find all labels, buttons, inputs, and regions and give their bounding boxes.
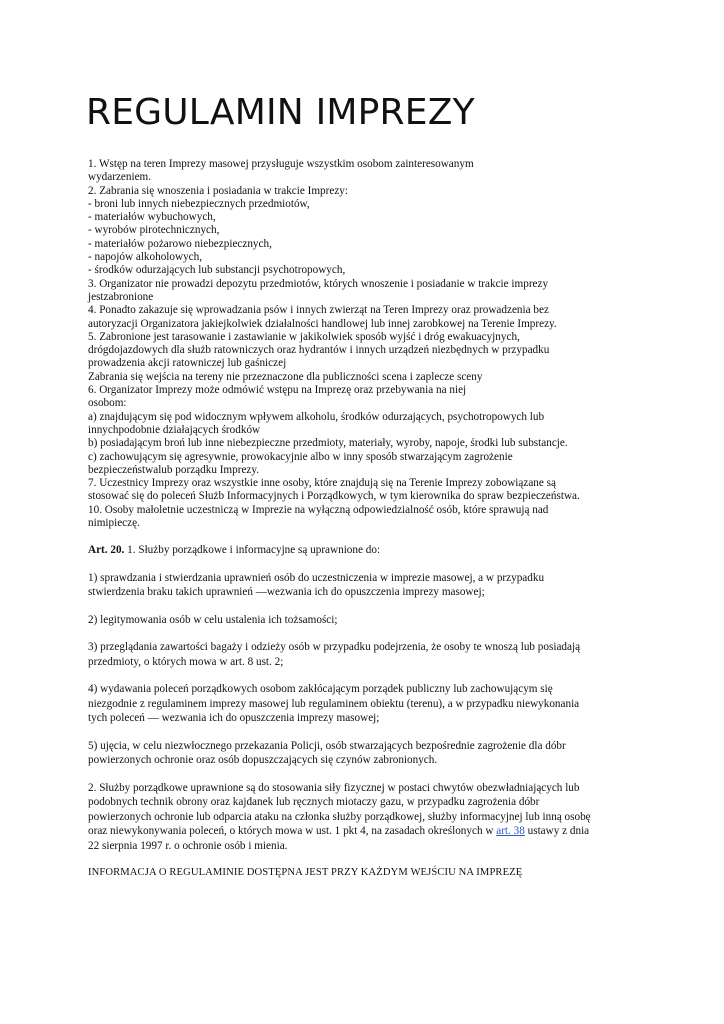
rule-line: 7. Uczestnicy Imprezy oraz wszystkie inne osoby, które znajdują się na Terenie Imprezy zobowiązane są	[88, 477, 556, 490]
rule-line: Zabrania się wejścia na tereny nie przeznaczone dla publiczności scena i zaplecze sceny	[88, 370, 483, 383]
article-item: 2) legitymowania osób w celu ustalenia ich tożsamości;	[88, 613, 338, 626]
article-item: 4) wydawania poleceń porządkowych osobom zakłócającym porządek publiczny lub zachowującym się niezgodnie z regulaminem imprezy masowej lub regulaminem obiektu (terenu), a w przypadku niewykonania tych poleceń — wezwania ich do opuszczenia imprezy masowej;	[88, 683, 580, 725]
article-heading	[88, 543, 648, 558]
footer-notice: INFORMACJA O REGULAMINIE DOSTĘPNA JEST PRZY KAŻDYM WEJŚCIU NA IMPREZĘ	[88, 867, 523, 879]
rule-line: - broni lub innych niebezpiecznych przedmiotów,	[88, 197, 310, 210]
rule-line: - materiałów pożarowo niebezpiecznych,	[88, 237, 272, 250]
rule-line: 4. Ponadto zakazuje się wprowadzania psów i innych zwierząt na Teren Imprezy oraz prowadzenia bez	[88, 304, 549, 317]
article-intro: 1. Służby porządkowe i informacyjne są uprawnione do:	[124, 544, 381, 557]
rule-line: stosować się do poleceń Służb Informacyjnych i Porządkowych, w tym kierownika do spraw bezpieczeństwa.	[88, 490, 580, 503]
article-point-2: 2. Służby porządkowe uprawnione są do stosowania siły fizycznej w postaci chwytów obezwładniających lub podobnych technik obrony oraz kajdanek lub ręcznych miotaczy gazu, w przypadku zagrożenia dóbr powierzonych ochronie lub odparcia ataku na członka służby porządkowej, służby informacyjnej lub inną osobę oraz niewykonywania poleceń, o których mowa w ust. 1 pkt 4, na zasadach określonych w art. 38 ustawy z dnia 22 sierpnia 1997 r. o ochronie osób i mienia.	[88, 781, 591, 852]
rule-line: 6. Organizator Imprezy może odmówić wstępu na Imprezę oraz przebywania na niej	[88, 384, 467, 397]
rule-line: bezpieczeństwalub porządku Imprezy.	[88, 463, 260, 476]
rule-line: 10. Osoby małoletnie uczestniczą w Imprezie na wyłączną odpowiedzialność osób, które sprawują nad	[88, 503, 549, 516]
document-body	[88, 158, 648, 880]
rule-line: jestzabronione	[88, 290, 154, 303]
rule-line: 2. Zabrania się wnoszenia i posiadania w trakcie Imprezy:	[88, 184, 349, 197]
rule-line: c) zachowującym się agresywnie, prowokacyjnie albo w inny sposób stwarzającym zagrożenie	[88, 450, 513, 463]
article-item: 5) ujęcia, w celu niezwłocznego przekazania Policji, osób stwarzających bezpośrednie zagrożenie dla dóbr powierzonych ochronie oraz osób dopuszczających się czynów zabronionych.	[88, 739, 566, 767]
rule-line: - wyrobów pirotechnicznych,	[88, 224, 220, 237]
rule-line: osobom:	[88, 397, 127, 410]
article-items	[88, 571, 648, 768]
article-item: 3) przeglądania zawartości bagaży i odzieży osób w przypadku podejrzenia, że osoby te wnoszą lub posiadają przedmioty, o których mowa w art. 8 ust. 2;	[88, 641, 581, 668]
rule-line: wydarzeniem.	[88, 171, 152, 184]
rule-line: b) posiadającym broń lub inne niebezpieczne przedmioty, materiały, wyroby, napoje, środki lub substancje.	[88, 437, 568, 450]
article-item: 1) sprawdzania i stwierdzania uprawnień osób do uczestniczenia w imprezie masowej, a w przypadku stwierdzenia braku takich uprawnień —wezwania ich do opuszczenia imprezy masowej;	[88, 571, 545, 599]
rule-line: - materiałów wybuchowych,	[88, 211, 216, 224]
rule-line: prowadzenia akcji ratowniczej lub gaśniczej	[88, 357, 287, 370]
rule-line: drógdojazdowych dla służb ratowniczych oraz hydrantów i innych urządzeń niezbędnych w przypadku	[88, 344, 550, 357]
article-label: Art. 20.	[88, 544, 125, 557]
rules-list	[88, 158, 648, 530]
rule-line: 1. Wstęp na teren Imprezy masowej przysługuje wszystkim osobom zainteresowanym	[88, 158, 474, 170]
rule-line: 3. Organizator nie prowadzi depozytu przedmiotów, których wnoszenie i posiadanie w trakcie imprezy	[88, 277, 549, 290]
law-article-link[interactable]: art. 38	[496, 825, 525, 838]
rule-line: a) znajdującym się pod widocznym wpływem alkoholu, środków odurzających, psychotropowych lub	[88, 410, 545, 423]
rule-line: nimipieczę.	[88, 517, 140, 530]
document-title: REGULAMIN IMPREZY	[86, 92, 475, 133]
rule-line: 5. Zabronione jest tarasowanie i zastawianie w jakikolwiek sposób wyjść i dróg ewakuacyjnych,	[88, 330, 520, 343]
rule-line: innychpodobnie działających środków	[88, 423, 261, 436]
rule-line: - środków odurzających lub substancji psychotropowych,	[88, 264, 346, 277]
rule-line: - napojów alkoholowych,	[88, 251, 203, 264]
rule-line: autoryzacji Organizatora jakiejkolwiek działalności handlowej lub innej zarobkowej na Terenie Imprezy.	[88, 317, 557, 330]
